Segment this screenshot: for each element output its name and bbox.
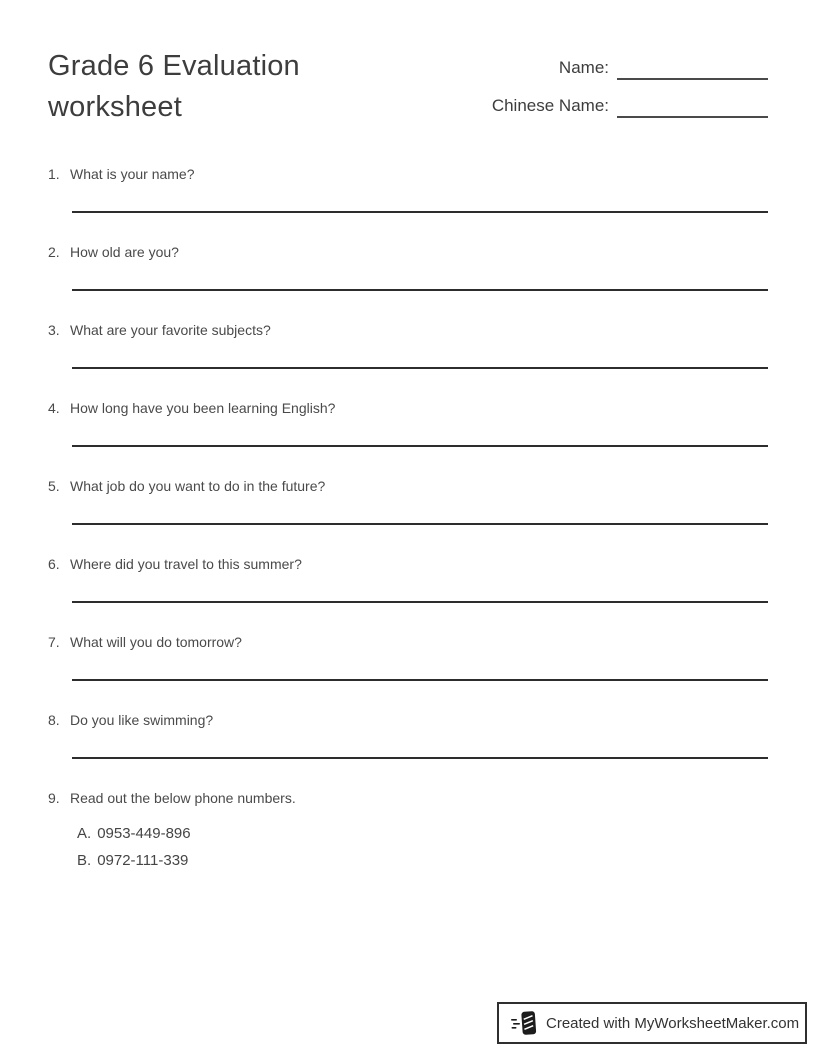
answer-line (72, 211, 768, 213)
worksheet-maker-logo-icon (511, 1009, 538, 1037)
question-number: 8. (48, 712, 60, 728)
question-number: 9. (48, 790, 60, 806)
name-blank-line (617, 56, 768, 80)
sub-answers (77, 824, 768, 871)
answer-line (72, 601, 768, 603)
chinese-name-blank-line (617, 94, 768, 118)
question-row (48, 788, 768, 808)
phone-number-value: 0953-449-896 (97, 825, 191, 842)
credit-badge (497, 1002, 807, 1044)
question-text: What will you do tomorrow? (70, 634, 242, 650)
question-item (48, 242, 768, 291)
question-number: 6. (48, 556, 60, 572)
question-text: What job do you want to do in the future? (70, 478, 326, 494)
question-number: 2. (48, 244, 60, 260)
questions-list (48, 164, 768, 871)
question-number: 1. (48, 166, 60, 182)
answer-line (72, 679, 768, 681)
question-text: Read out the below phone numbers. (70, 790, 296, 806)
question-text: Do you like swimming? (70, 712, 214, 728)
answer-line (72, 523, 768, 525)
question-item (48, 554, 768, 603)
question-item (48, 710, 768, 759)
chinese-name-field-label: Chinese Name: (491, 96, 609, 115)
phone-number-label: A. (77, 825, 92, 842)
question-number: 4. (48, 400, 60, 416)
question-item (48, 320, 768, 369)
question-text: What are your favorite subjects? (70, 322, 271, 338)
page-title: Grade 6 Evaluation worksheet (48, 50, 300, 123)
question-item (48, 164, 768, 213)
question-row (48, 554, 768, 574)
question-text: Where did you travel to this summer? (70, 556, 302, 572)
worksheet-header (48, 46, 768, 128)
chinese-name-field-row (492, 90, 768, 118)
question-item (48, 788, 768, 871)
question-row (48, 242, 768, 262)
answer-line (72, 289, 768, 291)
question-number: 3. (48, 322, 60, 338)
question-item (48, 632, 768, 681)
answer-line (72, 445, 768, 447)
name-fields (492, 46, 768, 128)
question-item (48, 476, 768, 525)
question-row (48, 320, 768, 340)
answer-line (72, 367, 768, 369)
phone-number-item (77, 851, 768, 871)
question-text: How long have you been learning English? (70, 400, 336, 416)
question-row (48, 476, 768, 496)
name-field-label: Name: (558, 58, 609, 77)
question-number: 7. (48, 634, 60, 650)
question-row (48, 632, 768, 652)
question-row (48, 164, 768, 184)
answer-line (72, 757, 768, 759)
phone-number-item (77, 824, 768, 844)
question-item (48, 398, 768, 447)
phone-number-label: B. (77, 852, 92, 869)
question-row (48, 710, 768, 730)
question-text: How old are you? (70, 244, 179, 260)
question-row (48, 398, 768, 418)
question-number: 5. (48, 478, 60, 494)
phone-number-value: 0972-111-339 (97, 852, 189, 869)
name-field-row (492, 52, 768, 80)
credit-text: Created with MyWorksheetMaker.com (546, 1014, 800, 1032)
question-text: What is your name? (70, 166, 195, 182)
